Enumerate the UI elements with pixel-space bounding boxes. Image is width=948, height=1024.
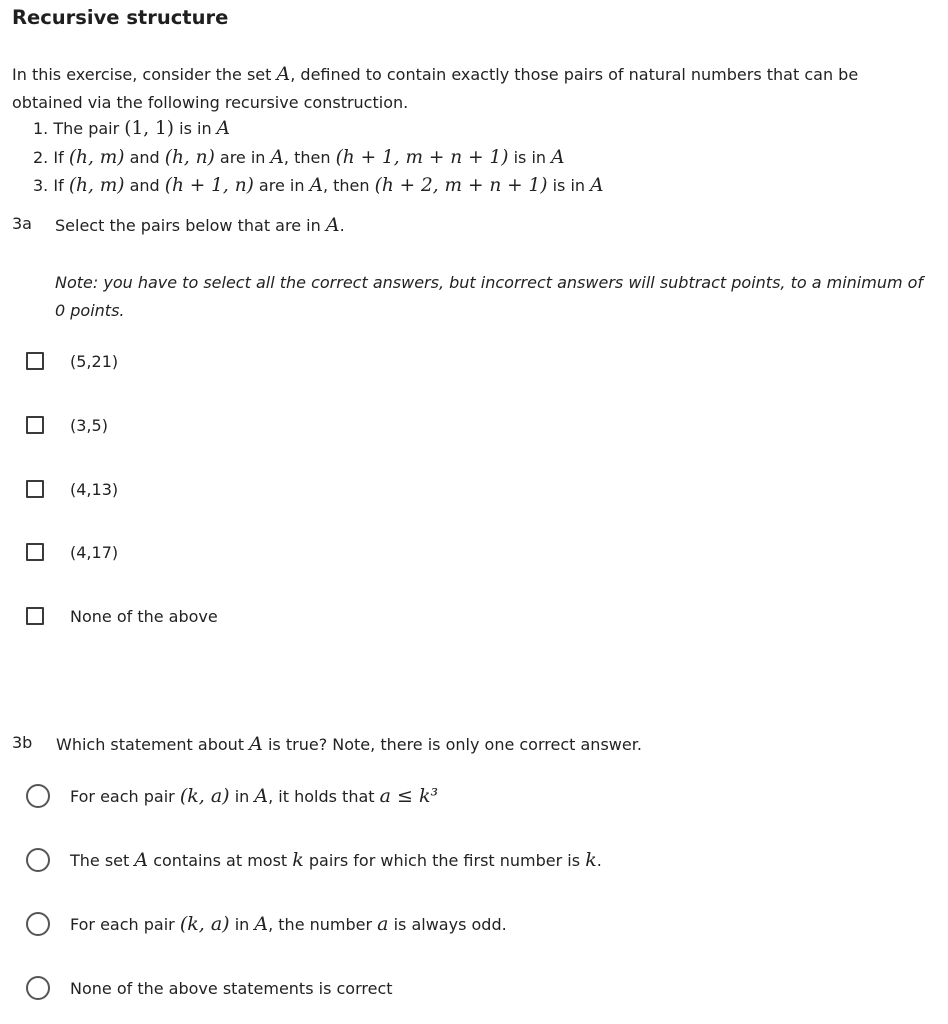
rule-math: (1, 1) (124, 118, 175, 139)
question-text: . (339, 216, 345, 235)
question-text: Select the pairs below that are in (55, 216, 321, 235)
rule-math: (h + 2, m + n + 1) (374, 175, 548, 196)
checkbox[interactable] (26, 543, 44, 561)
option-math: A (254, 913, 269, 935)
option-label: (4,13) (70, 479, 119, 499)
option-text: in (234, 915, 250, 934)
rule-text: , then (283, 147, 331, 167)
rule-math: (h + 1, m + n + 1) (335, 146, 509, 168)
rule-text: are in (219, 147, 266, 167)
radio-option[interactable] (26, 848, 602, 872)
rule-math: (h, m) (68, 175, 125, 196)
checkbox[interactable] (26, 480, 44, 498)
question-text-3a (55, 214, 345, 236)
rule-item (33, 115, 604, 144)
radio-option[interactable] (26, 976, 393, 1000)
checkbox[interactable] (26, 416, 44, 434)
checkbox-option[interactable] (26, 479, 119, 499)
option-label (70, 785, 438, 807)
question-number-3a: 3a (12, 214, 32, 233)
option-math: a ≤ k³ (379, 785, 439, 807)
radio-option[interactable] (26, 784, 439, 808)
intro-text: In this exercise, consider the set (12, 65, 272, 84)
page-title: Recursive structure (12, 6, 229, 29)
option-text: For each pair (70, 787, 175, 806)
rule-math: (h, m) (68, 146, 125, 168)
radio-button[interactable] (26, 912, 50, 936)
option-label: (3,5) (70, 415, 108, 435)
radio-button[interactable] (26, 848, 50, 872)
rule-math: A (270, 146, 284, 168)
rule-text: The pair (53, 119, 120, 138)
rule-math: A (551, 146, 565, 168)
option-label: (4,17) (70, 542, 119, 562)
intro-text-2: , defined to contain exactly those pairs of natural numbers that can be obtained via the following recursive construction. (12, 65, 859, 112)
rule-text: If (53, 176, 64, 195)
checkbox-option[interactable] (26, 415, 108, 435)
option-text: The set (70, 851, 130, 870)
rule-text: and (129, 147, 160, 167)
option-text: , the number (268, 915, 373, 934)
rule-text: is in (513, 147, 547, 167)
radio-option[interactable] (26, 912, 507, 936)
option-label: None of the above statements is correct (70, 978, 393, 998)
rule-math: A (216, 118, 231, 139)
option-label: None of the above (70, 606, 218, 626)
checkbox-option[interactable] (26, 606, 218, 626)
checkbox[interactable] (26, 607, 44, 625)
set-symbol: A (249, 733, 263, 755)
checkbox-option[interactable] (26, 542, 119, 562)
option-label (70, 849, 602, 871)
option-math: A (134, 849, 149, 871)
question-text: Which statement about (56, 735, 245, 754)
rule-number: 2. (33, 147, 49, 167)
checkbox[interactable] (26, 352, 44, 370)
construction-rules (33, 115, 604, 201)
question-text: is true? Note, there is only one correct answer. (267, 735, 642, 754)
option-text: in (234, 787, 250, 806)
set-symbol: A (276, 63, 291, 85)
option-math: k (585, 849, 597, 871)
rule-math: A (590, 175, 604, 196)
option-label: (5,21) (70, 351, 119, 371)
rule-item (33, 172, 604, 201)
radio-button[interactable] (26, 976, 50, 1000)
question-text-3b (56, 733, 642, 755)
option-math: (k, a) (179, 785, 230, 807)
option-text: pairs for which the first number is (308, 851, 581, 870)
option-math: k (292, 849, 304, 871)
rule-text: , then (322, 176, 370, 195)
rule-number: 3. (33, 176, 49, 195)
option-math: (k, a) (179, 913, 230, 935)
option-text: is always odd. (393, 915, 507, 934)
rule-math: A (309, 175, 323, 196)
scoring-note: Note: you have to select all the correct answers, but incorrect answers will subtract points, to a minimum of 0 points. (55, 273, 924, 320)
intro-paragraph (12, 60, 912, 117)
checkbox-option[interactable] (26, 351, 119, 371)
option-text: . (596, 851, 602, 870)
rule-math: (h + 1, n) (164, 175, 254, 196)
option-label (70, 913, 507, 935)
rule-math: (h, n) (164, 146, 215, 168)
rule-text: is in (179, 119, 212, 138)
question-number-3b: 3b (12, 733, 33, 752)
rule-text: is in (552, 176, 586, 195)
rule-text: If (53, 147, 64, 167)
rule-text: are in (258, 176, 305, 195)
rule-number: 1. (33, 119, 49, 138)
option-text: , it holds that (268, 787, 375, 806)
set-symbol: A (325, 214, 340, 236)
option-text: For each pair (70, 915, 175, 934)
radio-button[interactable] (26, 784, 50, 808)
rule-item (33, 144, 604, 173)
option-text: contains at most (153, 851, 288, 870)
rule-text: and (129, 176, 160, 195)
option-math: a (377, 913, 389, 935)
option-math: A (254, 785, 269, 807)
